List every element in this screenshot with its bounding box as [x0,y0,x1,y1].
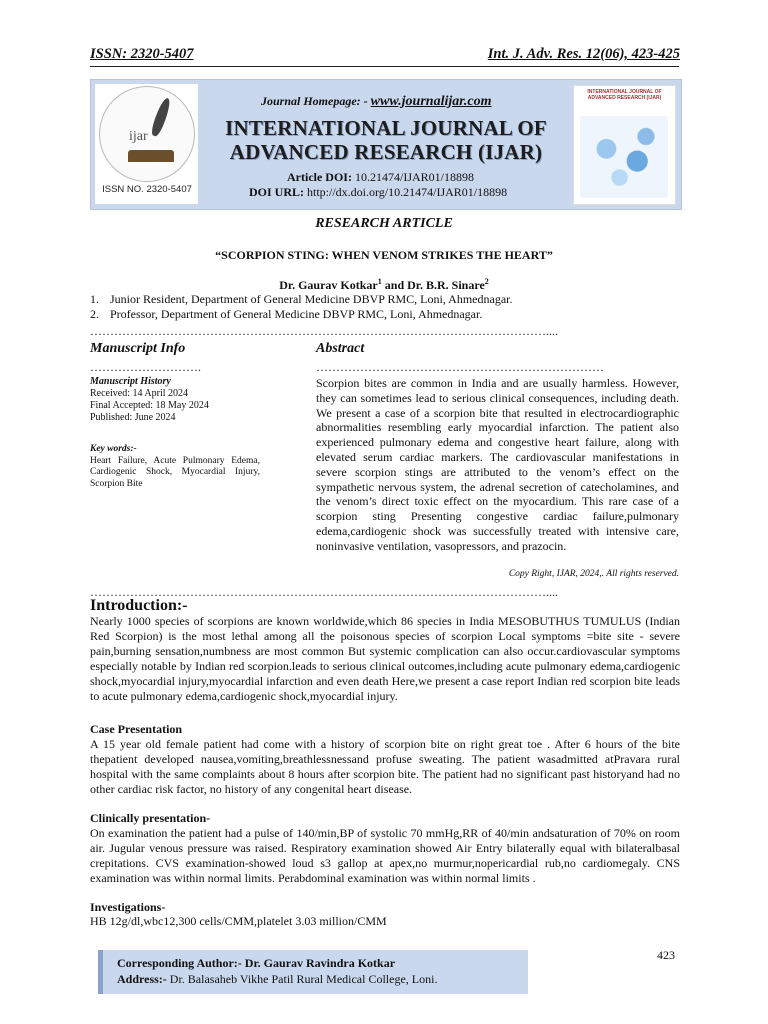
affiliation-num: 1. [90,292,99,306]
history-heading: Manuscript History [90,376,171,387]
journal-title-line1: INTERNATIONAL JOURNAL OF [225,116,547,140]
abstract-heading: Abstract [316,341,365,356]
cover-title: INTERNATIONAL JOURNAL OF ADVANCED RESEARCH (IJAR) [587,89,662,101]
clinical-text: On examination the patient had a pulse of 140/min,BP of systolic 70 mmHg,RR of 40/min andsaturation of 70% on room air. Jugular venous pressure was raised. Respiratory examination showed Air Entry bilaterally equal with bilateralbasal crepitations. CVS examination-showed loud s3 gallop at apex,no murmur,nopericardial rub,no cardiomegaly. CNS examination was within normal limits. Perabdominal examination was within normal limits . [90,826,680,885]
journal-cover-image [573,85,676,205]
doi-url-link[interactable]: http://dx.doi.org/10.21474/IJAR01/18898 [307,185,508,199]
article-title: “SCORPION STING: WHEN VENOM STRIKES THE HEART” [215,248,553,262]
manuscript-info-heading: Manuscript Info [90,341,186,356]
article-doi [287,170,474,185]
article-type: RESEARCH ARTICLE [315,216,453,231]
address-text: Dr. Balasaheb Vikhe Patil Rural Medical College, Loni. [166,972,438,986]
logo-issn: ISSN NO. 2320-5407 [102,184,192,195]
investigations-heading: Investigations- [90,900,166,914]
dotted-separator: …………………………………………………………………………………………………….... [90,585,558,599]
affiliation-2 [90,307,482,322]
issn-header: ISSN: 2320-5407 [90,46,194,62]
keywords-block [90,444,260,490]
doi-url [249,185,507,200]
keywords-list: Heart Failure, Acute Pulmonary Edema, Cardiogenic Shock, Myocardial Injury, Scorpion Bite [90,455,260,489]
abstract-dotted-rule: ……………………………………………………………… [316,360,604,374]
introduction-heading: Introduction:- [90,597,188,614]
address-label: Address:- [117,972,167,986]
affiliation-1 [90,292,512,307]
affiliation-num: 2. [90,307,99,321]
logo-text: ijar [129,129,148,144]
quill-icon [149,96,172,137]
manuscript-history [90,376,270,424]
author-1-sup: 1 [377,277,382,286]
doi-url-label: DOI URL: [249,185,305,199]
affiliation-text: Professor, Department of General Medicine DBVP RMC, Loni, Ahmednagar. [110,307,483,321]
dotted-separator: …………………………………………………………………………………………………….... [90,324,558,338]
doi-label: Article DOI: [287,170,352,184]
journal-homepage [261,94,492,110]
corresponding-author-box [98,950,528,994]
author-2-sup: 2 [484,277,489,286]
case-presentation-heading: Case Presentation [90,722,183,736]
citation-header: Int. J. Adv. Res. 12(06), 423-425 [487,46,680,62]
copyright-line: Copy Right, IJAR, 2024,. All rights reserved. [508,569,679,579]
header-rule [90,66,679,67]
journal-title [206,116,566,164]
abstract-text: Scorpion bites are common in India and are usually harmless. However, they can sometimes lead to serious clinical consequences, including death. We present a case of a scorpion bite that resulted in electrocardiographic abnormalities resembling early myocardial infarction. The patient also experienced pulmonary edema and congestive heart failure, along with elevated serum cardiac markers. The cardiovascular manifestations in severe scorpion stings are attributed to the venom’s effect on the sympathetic nervous system, the adrenal secretion of catecholamines, and the venom’s direct toxic effect on the myocardium. This rare case of a scorpion sting Presenting congestive cardiac failure,pulmonary edema,cardiogenic shock was successfully treated with intensive care, noninvasive ventilation, vasopressors, and prazocin. [316,376,679,553]
journal-logo [95,84,198,204]
clinical-heading: Clinically presentation- [90,811,211,825]
doi-value: 10.21474/IJAR01/18898 [354,170,474,184]
keywords-heading: Key words:- [90,444,137,454]
published-date: Published: June 2024 [90,412,176,423]
corresponding-author: Corresponding Author:- Dr. Gaurav Ravindra Kotkar [117,956,396,970]
page-number: 423 [657,948,675,962]
author-1: Dr. Gaurav Kotkar [279,278,378,292]
homepage-link[interactable]: www.journalijar.com [370,94,492,109]
case-presentation-text: A 15 year old female patient had come with a history of scorpion bite on right great toe . After 6 hours of the bite thepatient developed nausea,vomiting,breathlessnessand profuse sweating. The patient wasadmitted atPravara rural hospital with the same complaints about 8 hours after scorpion bite. The patient had no significant past historyand had no other cardiac risk factor, no history of any congenital heart disease. [90,737,680,796]
accepted-date: Final Accepted: 18 May 2024 [90,400,209,411]
received-date: Received: 14 April 2024 [90,388,189,399]
logo-emblem [99,86,195,182]
author-joiner: and Dr. B.R. Sinare [381,278,485,292]
author-line [0,277,768,293]
molecule-illustration [580,116,668,198]
book-icon [128,150,174,162]
journal-title-line2: ADVANCED RESEARCH (IJAR) [229,140,543,164]
investigations-text: HB 12g/dl,wbc12,300 cells/CMM,platelet 3.03 million/CMM [90,914,387,928]
dotted-separator-short: ………………………. [90,360,201,374]
journal-banner [90,79,682,210]
homepage-label: Journal Homepage: - [261,94,368,108]
introduction-text: Nearly 1000 species of scorpions are known worldwide,which 86 species in India MESOBUTHUS TUMULUS (Indian Red Scorpion) is the most lethal among all the poisonous species of scorpion Local symptoms =bite site - severe pain,burning sensation,numbness are most common But systemic complication can also occur.cardiovascular symptoms especially notable by Indian red scorpion.leads to serious clinical outcomes,including acute pulmonary edema,cardiogenic shock,myocardial injury,myocardial infarction and even death Here,we present a case report Indian red scorpion bite leads to acute pulmonary edema,cardiogenic shock,myocardial injury. [90,614,680,703]
affiliation-text: Junior Resident, Department of General Medicine DBVP RMC, Loni, Ahmednagar. [110,292,513,306]
author-address [117,972,437,987]
